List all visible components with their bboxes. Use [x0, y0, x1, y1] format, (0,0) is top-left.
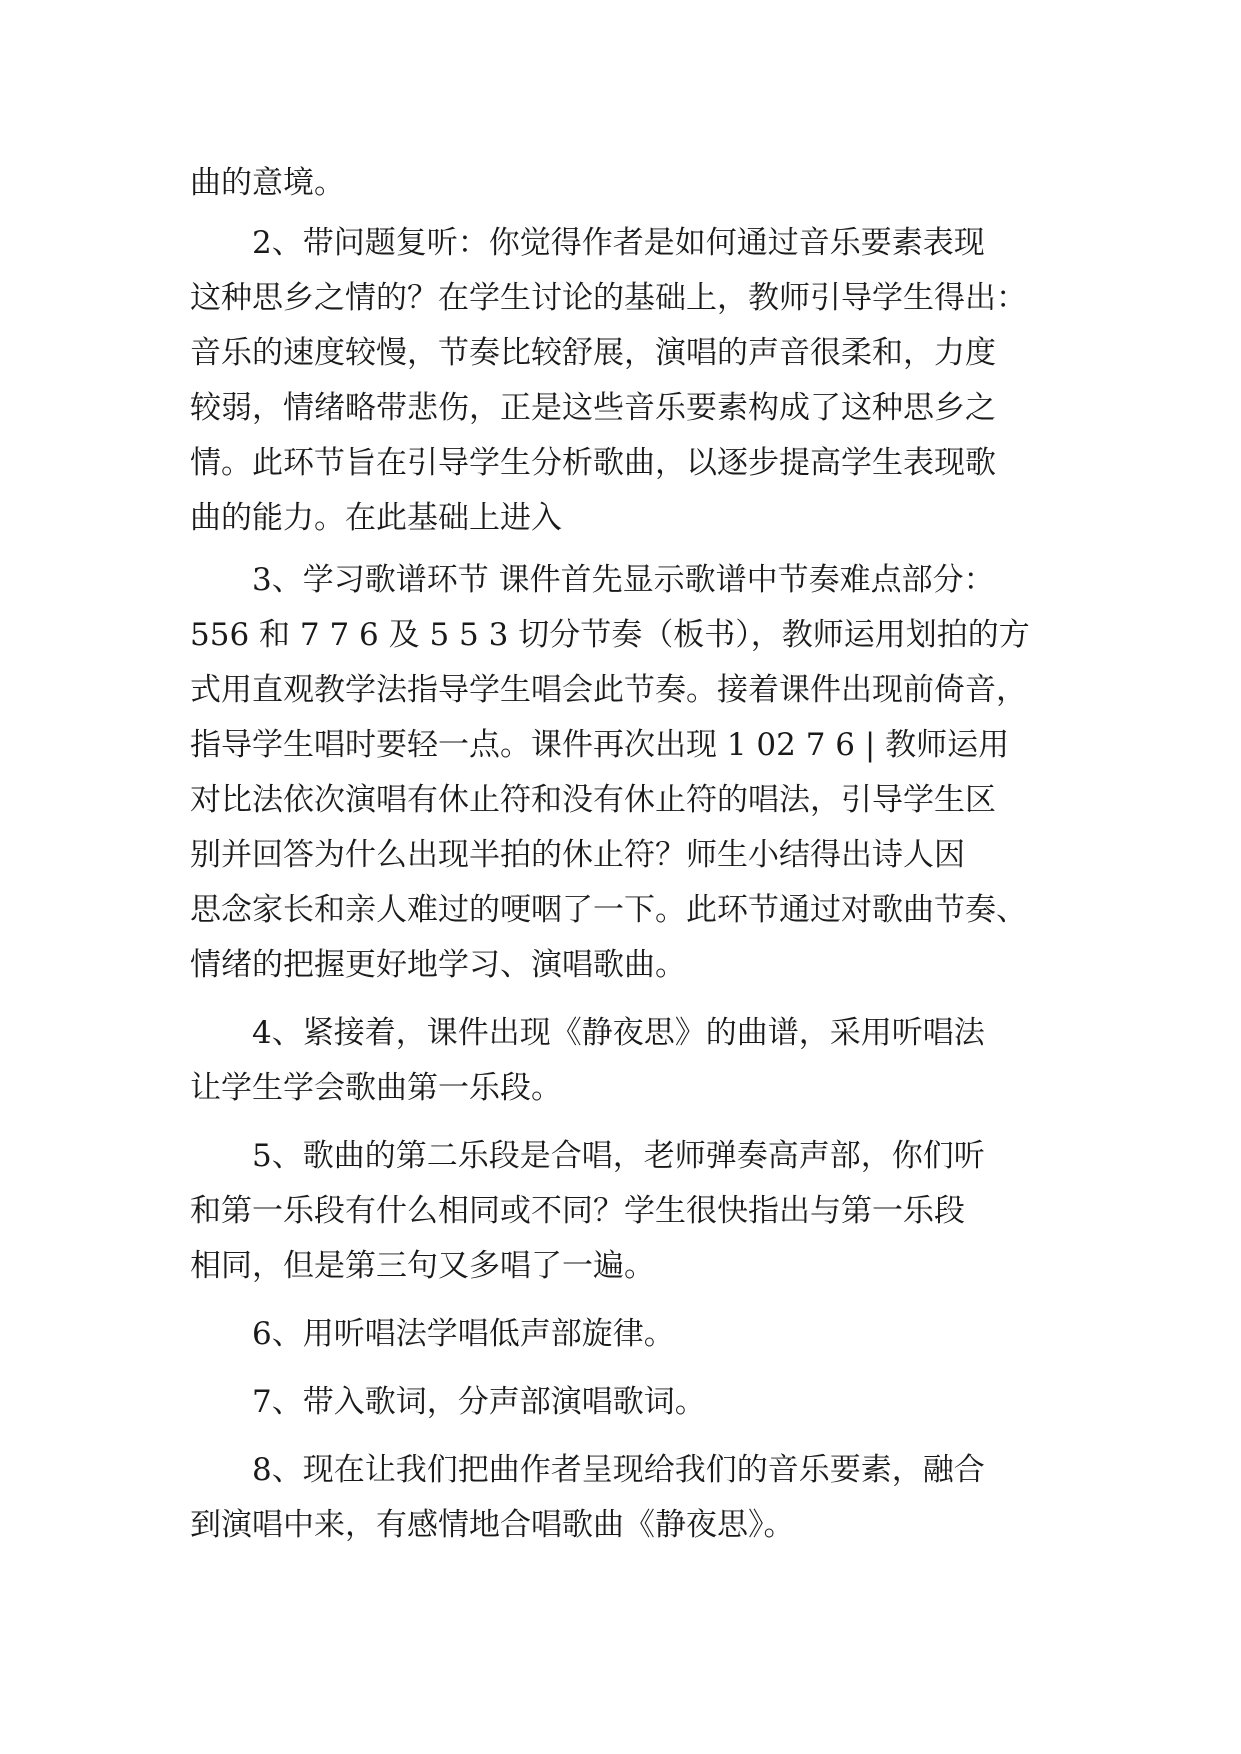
text-line: 思念家长和亲人难过的哽咽了一下。此环节通过对歌曲节奏、: [190, 892, 1027, 928]
text-line: 曲的意境。: [190, 165, 345, 201]
text-line: 到演唱中来，有感情地合唱歌曲《静夜思》。: [190, 1507, 795, 1543]
text-line: 3、学习歌谱环节 课件首先显示歌谱中节奏难点部分：: [252, 562, 995, 598]
text-line: 这种思乡之情的？在学生讨论的基础上，教师引导学生得出：: [190, 280, 1027, 316]
text-line: 指导学生唱时要轻一点。课件再次出现 1 02 7 6 | 教师运用: [190, 727, 1010, 763]
text-line: 556 和 7 7 6 及 5 5 3 切分节奏（板书），教师运用划拍的方: [190, 617, 1030, 653]
text-line: 让学生学会歌曲第一乐段。: [190, 1070, 562, 1106]
text-line: 别并回答为什么出现半拍的休止符？师生小结得出诗人因: [190, 837, 965, 873]
text-line: 式用直观教学法指导学生唱会此节奏。接着课件出现前倚音，: [190, 672, 1027, 708]
text-line: 8、现在让我们把曲作者呈现给我们的音乐要素，融合: [252, 1452, 985, 1488]
text-line: 音乐的速度较慢，节奏比较舒展，演唱的声音很柔和，力度: [190, 335, 996, 371]
text-line: 和第一乐段有什么相同或不同？学生很快指出与第一乐段: [190, 1193, 965, 1229]
text-line: 4、紧接着，课件出现《静夜思》的曲谱，采用听唱法: [252, 1015, 985, 1051]
text-line: 6、用听唱法学唱低声部旋律。: [252, 1316, 675, 1352]
text-line: 情。此环节旨在引导学生分析歌曲，以逐步提高学生表现歌: [190, 445, 996, 481]
text-line: 7、带入歌词，分声部演唱歌词。: [252, 1384, 706, 1420]
text-line: 情绪的把握更好地学习、演唱歌曲。: [190, 947, 686, 983]
text-line: 较弱，情绪略带悲伤，正是这些音乐要素构成了这种思乡之: [190, 390, 996, 426]
text-line: 对比法依次演唱有休止符和没有休止符的唱法，引导学生区: [190, 782, 996, 818]
text-line: 曲的能力。在此基础上进入: [190, 500, 562, 536]
text-line: 5、歌曲的第二乐段是合唱，老师弹奏高声部，你们听: [252, 1138, 985, 1174]
text-line: 2、带问题复听：你觉得作者是如何通过音乐要素表现: [252, 225, 985, 261]
text-line: 相同，但是第三句又多唱了一遍。: [190, 1248, 655, 1284]
